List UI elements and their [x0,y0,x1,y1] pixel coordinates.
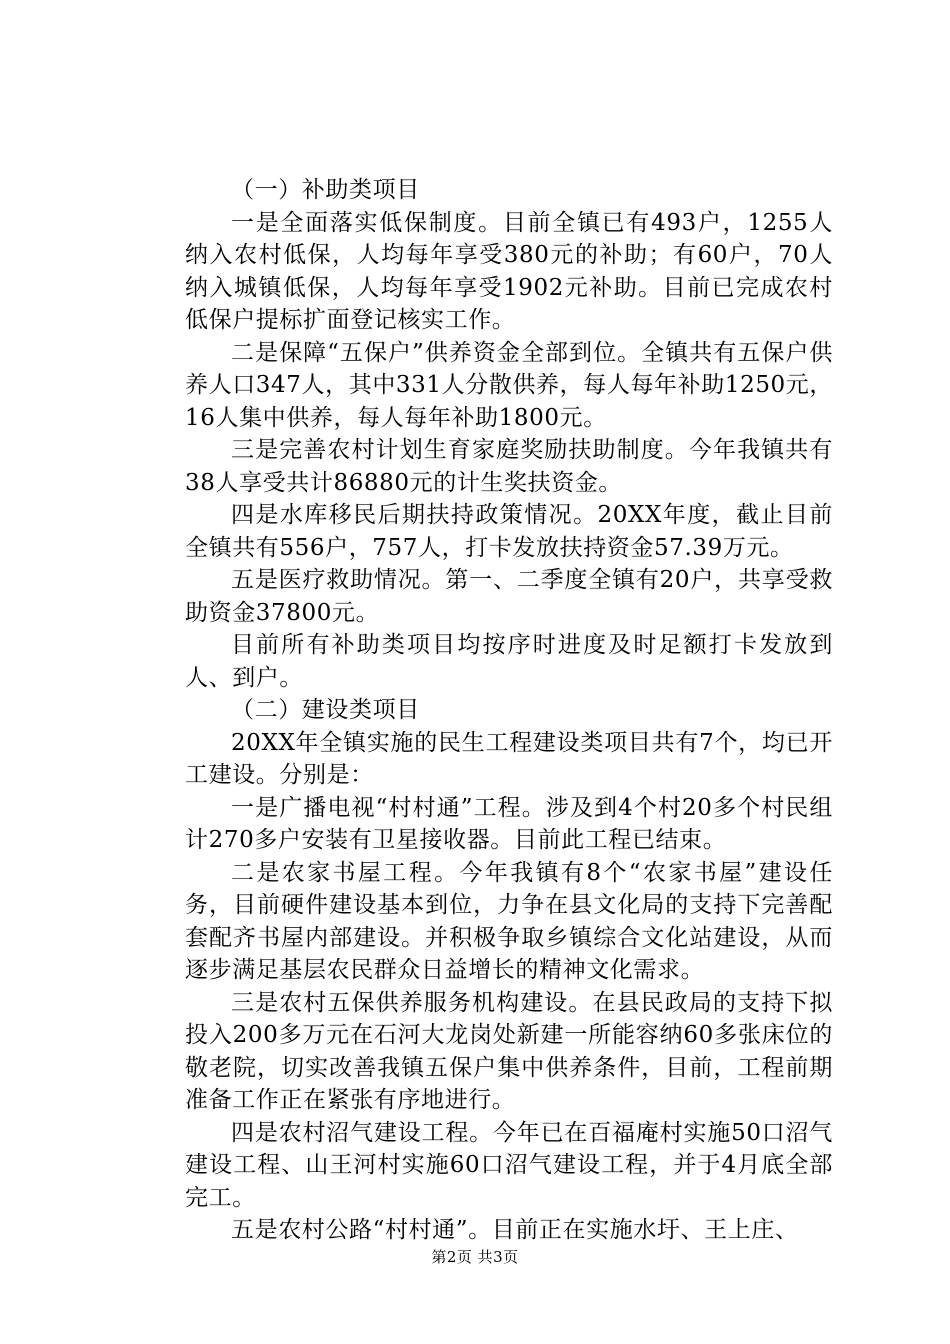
paragraph-reservoir-migrants: 四是水库移民后期扶持政策情况。20XX年度，截止目前全镇共有556户，757人，打卡发放扶持资金57.39万元。 [185,502,833,561]
document-body [185,174,833,1247]
paragraph-rural-roads: 五是农村公路“村村通”。目前正在实施水圩、王上庄、 [231,1217,799,1243]
paragraph-biogas-project: 四是农村沼气建设工程。今年已在百福庵村实施50口沼气建设工程、山王河村实施60口沼气建设工程，并于4月底全部完工。 [185,1119,833,1211]
paragraph-construction-overview: 20XX年全镇实施的民生工程建设类项目共有7个，均已开工建设。分别是： [185,729,833,788]
paragraph-medical-assistance: 五是医疗救助情况。第一、二季度全镇有20户，共享受救助资金37800元。 [185,567,833,626]
paragraph-elderly-care-facility: 三是农村五保供养服务机构建设。在县民政局的支持下拟投入200多万元在石河大龙岗处新建一所能容纳60多张床位的敬老院，切实改善我镇五保户集中供养条件，目前，工程前期准备工作正在紧张有序地进行。 [185,989,833,1113]
paragraph-family-planning-reward: 三是完善农村计划生育家庭奖励扶助制度。今年我镇共有38人享受共计86880元的计生奖扶资金。 [185,437,833,496]
paragraph-farmhouse-library: 二是农家书屋工程。今年我镇有8个“农家书屋”建设任务，目前硬件建设基本到位，力争在县文化局的支持下完善配套配齐书屋内部建设。并积极争取乡镇综合文化站建设，从而逐步满足基层农民群众日益增长的精神文化需求。 [185,859,833,983]
paragraph-five-guarantee-funds: 二是保障“五保户”供养资金全部到位。全镇共有五保户供养人口347人，其中331人分散供养，每人每年补助1250元，16人集中供养，每人每年补助1800元。 [185,339,833,431]
paragraph-broadcast-tv: 一是广播电视“村村通”工程。涉及到4个村20多个村民组计270多户安装有卫星接收器。目前此工程已结束。 [185,794,833,853]
page-number-footer: 第2页 共3页 [431,1248,519,1266]
paragraph-low-income-guarantee: 一是全面落实低保制度。目前全镇已有493户，1255人纳入农村低保，人均每年享受380元的补助；有60户，70人纳入城镇低保，人均每年享受1902元补助。目前已完成农村低保户提标扩面登记核实工作。 [185,209,833,333]
section-heading-construction: （二）建设类项目 [231,697,420,723]
section-heading-subsidy: （一）补助类项目 [231,177,420,203]
paragraph-subsidy-summary: 目前所有补助类项目均按序时进度及时足额打卡发放到人、到户。 [185,632,833,691]
